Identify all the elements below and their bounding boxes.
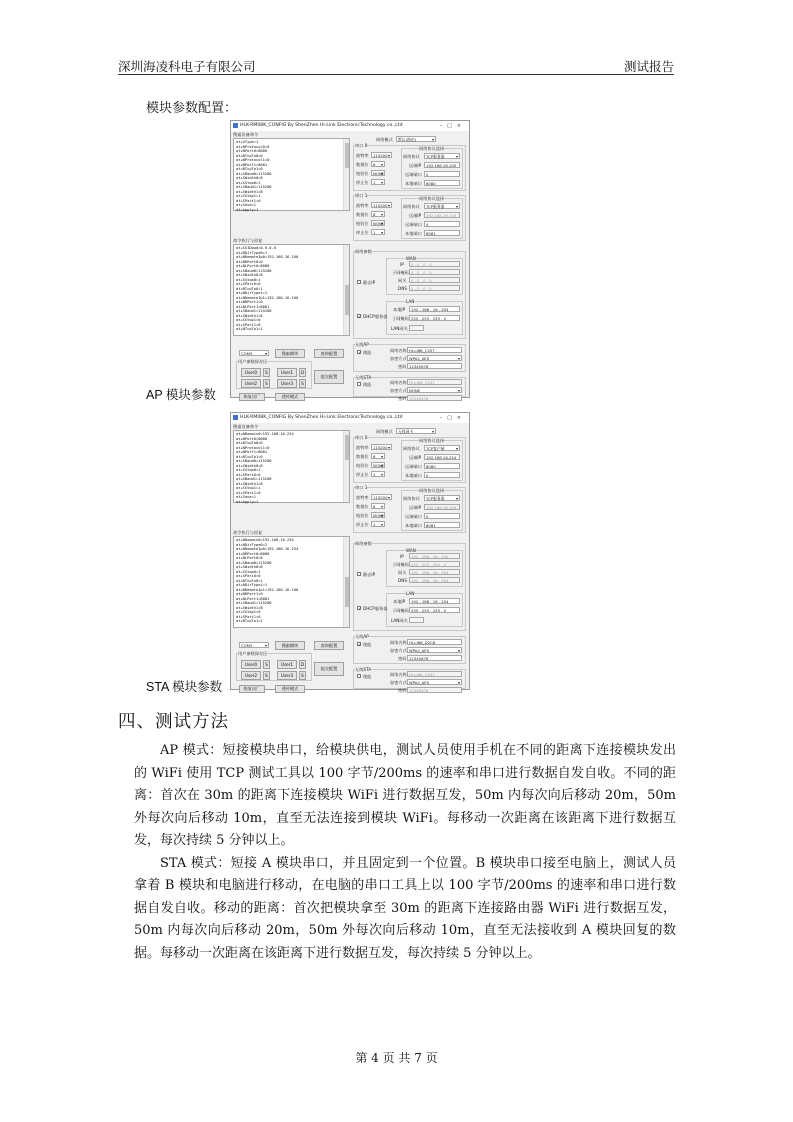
command-line: at+NTcpTo0=0	[236, 441, 263, 445]
user3-save-button[interactable]: S	[299, 379, 306, 388]
data-bits-label: 数据位	[356, 504, 369, 509]
enable-label: 使能	[363, 642, 372, 647]
sta-password-input[interactable]: 12345678	[407, 395, 462, 401]
ap-ssid-input[interactable]: HI-LINK_C257	[407, 347, 462, 353]
ap-password-input[interactable]: 12345678	[407, 655, 462, 661]
port0-data-bits-select[interactable]: 8 ▾	[371, 453, 385, 459]
port1-stop-bits-select[interactable]: 1 ▾	[371, 521, 385, 527]
command-line: at+SWidth0=8	[236, 463, 263, 468]
remote-ip-label: 远端IP	[409, 505, 422, 510]
port1-remote-port-input[interactable]: 0	[424, 221, 460, 227]
command-line: at+SWidth0=8	[236, 565, 263, 569]
ap-ssid-input[interactable]: HI-LINK_D2C8	[407, 639, 462, 645]
encryption-label: 加密方式	[390, 388, 407, 393]
port0-label: 串口 0	[355, 143, 368, 148]
protocol-label: 网络协议	[403, 204, 420, 209]
parity-label: 校验位	[356, 221, 369, 226]
command-line: at+NTcpTo1=0	[236, 167, 263, 171]
command-line: at+NDirType1=1	[236, 291, 268, 295]
wan-gateway-input[interactable]: 192 . 168 . 16 . 254	[409, 569, 460, 575]
port0-stop-bits-select[interactable]: 1 ▾	[371, 179, 385, 185]
wan-label: WAN	[406, 548, 416, 553]
command-line: at+NPort1=8081	[236, 162, 268, 167]
command-line: at+NRemoteIp1=192.168.16.100	[236, 295, 299, 300]
wan-gateway-label: 网关	[398, 570, 407, 575]
protocol-label: 网络协议	[403, 496, 420, 501]
command-line: at+NTcpTo0=1	[236, 286, 263, 291]
local-port-label: 本地端口	[405, 181, 422, 186]
command-line: at+SWidth1=8	[236, 605, 263, 610]
enable-label: 使能	[363, 350, 372, 355]
wifi-sta-label: 无线STA	[355, 375, 372, 380]
enable-label: 使能	[363, 674, 372, 679]
encryption-label: 加密方式	[390, 680, 407, 685]
network-params-label: 网络参数	[355, 249, 372, 254]
command-line: at+SPari0=0	[236, 574, 261, 578]
port1-remote-ip-input[interactable]: 192.168.16.100	[424, 212, 460, 218]
command-line: at+NRemoteIp1=192.168.16.100	[236, 587, 299, 592]
remote-port-label: 远端端口	[405, 514, 422, 519]
port1-local-port-input[interactable]: 8081	[424, 522, 460, 528]
command-line: at+SStop1=0	[236, 318, 261, 322]
wifi-ap-enable-checkbox[interactable]: ✓	[358, 642, 362, 647]
baud-label: 波特率	[356, 203, 369, 208]
port1-baud-select[interactable]: 115200 ▾	[371, 494, 392, 500]
data-bits-label: 数据位	[356, 212, 369, 217]
wan-dns-label: DNS	[398, 286, 408, 291]
command-line: at+SPari0=0	[236, 282, 261, 286]
stop-bits-label: 停止位	[356, 522, 369, 527]
command-list-label: 搜索设备命令	[233, 132, 259, 137]
ap-encryption-select[interactable]: WPA2_AES ▾	[407, 355, 462, 361]
wan-gateway-label: 网关	[398, 278, 407, 283]
command-line: at+Apply=1	[236, 499, 259, 504]
user1-default-button[interactable]: D	[300, 370, 305, 375]
document-title: 测试报告	[623, 59, 674, 74]
data-bits-label: 数据位	[356, 454, 369, 459]
lan-mask-label: 子网掩码	[392, 316, 409, 321]
command-line: at+SPari1=0	[236, 198, 261, 203]
submit-config-button[interactable]: 提交配置	[314, 370, 344, 384]
static-ip-label: 静态IP	[363, 280, 376, 285]
query-config-button[interactable]: 查询配置	[314, 349, 344, 358]
port0-baud-select[interactable]: 115200 ▾	[371, 444, 392, 450]
exec-reply-label: 命令执行与回复	[233, 530, 263, 535]
command-line: at+NLPort1=8081	[236, 304, 270, 309]
user1-button[interactable]: User1	[277, 368, 297, 377]
user0-save-button[interactable]: S	[263, 660, 270, 669]
wifi-sta-label: 无线STA	[355, 667, 372, 672]
section-heading: 四、测试方法	[118, 712, 229, 732]
port1-local-port-input[interactable]: 8081	[424, 230, 460, 236]
data-bits-label: 数据位	[356, 162, 369, 167]
lan-mask-label: 子网掩码	[392, 608, 409, 613]
command-line: at+SSIDpwd=0.0.0.0	[236, 246, 276, 250]
remote-port-label: 远端端口	[405, 222, 422, 227]
lan-gateway-input[interactable]	[409, 617, 424, 623]
command-line: at+SStop0=1	[236, 468, 261, 472]
command-line: at+NRPort1=0	[236, 592, 263, 596]
command-line: at+SWidth1=8	[236, 481, 263, 486]
ap-encryption-select[interactable]: WPA2_AES ▾	[407, 647, 462, 653]
command-line: at+SStop1=1	[236, 486, 261, 490]
command-line: at+SBaud0=115200	[236, 459, 272, 463]
network-mode-label: 网络模式	[376, 137, 393, 142]
dhcp-label: DHCP服务器	[363, 606, 388, 611]
command-line: at+SStop1=1	[236, 194, 261, 198]
exec-reply-label: 命令执行与回复	[233, 238, 263, 243]
network-mode-label: 网络模式	[376, 429, 393, 434]
command-line: at+SPari1=0	[236, 614, 261, 619]
command-line: at+SStop0=1	[236, 180, 261, 185]
command-line: at+NRemoteIp0=192.168.16.100	[236, 255, 299, 259]
window-titlebar	[231, 413, 469, 423]
command-line: at+SBaud1=115200	[236, 601, 272, 605]
port1-stop-bits-select[interactable]: 1 ▾	[371, 229, 385, 235]
query-config-button[interactable]: 查询配置	[314, 641, 344, 650]
search-module-button[interactable]: 搜索模块	[275, 349, 305, 358]
ssid-label: 网络名称	[390, 640, 407, 645]
user3-button[interactable]: User3	[277, 671, 297, 680]
network-params-label: 网络参数	[355, 541, 372, 546]
port0-label: 串口 0	[355, 435, 368, 440]
command-line: at+SBaud0=115200	[236, 171, 272, 176]
port0-local-port-input[interactable]: 8080	[424, 180, 460, 186]
page-number: 第 4 页 共 7 页	[355, 1051, 438, 1065]
remote-ip-label: 远端IP	[409, 163, 422, 168]
user-store-label: 用户参数保存区	[238, 359, 268, 364]
command-line: at+NDomain0=192.168.16.254	[236, 538, 294, 542]
app-icon	[233, 123, 238, 128]
port0-remote-port-input[interactable]: 0	[424, 171, 460, 177]
wan-mask-label: 子网掩码	[392, 562, 409, 567]
command-line: at+NRPort0=8080	[236, 551, 270, 556]
protocol-group-label: 网络协议选择	[419, 488, 445, 493]
wan-dns-input[interactable]: 0 . 0 . 0 . 0	[409, 285, 460, 291]
port1-remote-ip-input[interactable]: 192.168.16.100	[424, 504, 460, 510]
user2-button[interactable]: User2	[241, 671, 261, 680]
baud-label: 波特率	[356, 445, 369, 450]
dhcp-checkbox[interactable]: ✓	[358, 606, 362, 611]
wan-ip-input[interactable]: 0 . 0 . 0 . 0	[409, 261, 460, 267]
password-label: 密码	[398, 396, 407, 401]
network-mode-select[interactable]: 无线网卡 ▾	[396, 428, 436, 434]
password-label: 密码	[398, 656, 407, 661]
wan-gateway-input[interactable]: 0 . 0 . 0 . 0	[409, 277, 460, 283]
lan-gateway-label: LAN网关	[391, 618, 408, 623]
ap-config-window	[230, 120, 470, 401]
command-list-label: 搜索设备命令	[233, 424, 259, 429]
window-title: HLK-RM08K_CONFIG By ShenZhen Hi-Link ElectronicTechnology co.,Ltd	[240, 415, 403, 420]
sta-encryption-select[interactable]: NONE ▾	[407, 387, 462, 393]
command-line: at+NProtocol0=0	[236, 144, 270, 149]
lan-ip-input[interactable]: 192 . 168 . 16 . 254	[409, 598, 460, 604]
port0-stop-bits-select[interactable]: 1 ▾	[371, 471, 385, 477]
port1-protocol-select[interactable]: TCP服务器 ▾	[424, 495, 460, 501]
protocol-group-label: 网络协议选择	[419, 196, 445, 201]
dhcp-label: DHCP服务器	[363, 314, 388, 319]
command-line: at+SStop0=1	[236, 277, 261, 282]
command-line: at+NRPort1=0	[236, 300, 263, 304]
user0-button[interactable]: User0	[241, 368, 261, 377]
port0-parity-select[interactable]: NONE ▾	[371, 170, 385, 176]
port0-remote-port-input[interactable]: 8080	[424, 463, 460, 469]
sta-mode-paragraph: STA 模式：短接 A 模块串口，并且固定到一个位置。B 模块串口接至电脑上，测试人员拿着 B 模块和电脑进行移动，在电脑的串口工具上以 100 字节/200ms 的速率和串口进行数据自发自收。移动的距离：首次把模块拿至 30m 的距离下连接路由器 WiFi 进行数据互发，50m 内每次向后移动 20m，50m 外每次向后移动 10m，直至无法接收到 A 模块回复的数据。每移动一次距离在该距离下进行数据互发，每次持续 5 分钟以上。	[134, 855, 676, 961]
port0-protocol-select[interactable]: TCP服务器 ▾	[424, 153, 460, 159]
local-port-label: 本地端口	[405, 473, 422, 478]
command-line: at+NTcpTo0=0	[236, 153, 263, 158]
scrollbar[interactable]	[343, 431, 349, 502]
command-line: at+NLPort0=0	[236, 556, 263, 560]
parity-label: 校验位	[356, 171, 369, 176]
sta-ssid-input[interactable]: HI-LINK_C257	[407, 671, 462, 677]
port1-remote-port-input[interactable]: 0	[424, 513, 460, 519]
user3-button[interactable]: User3	[277, 379, 297, 388]
stop-bits-label: 停止位	[356, 180, 369, 185]
port1-protocol-select[interactable]: TCP服务器 ▾	[424, 203, 460, 209]
command-line: at+SWidth0=8	[236, 176, 263, 180]
ap-caption: AP 模块参数	[146, 388, 216, 402]
user2-save-button[interactable]: S	[263, 671, 270, 680]
wan-dns-input[interactable]: 192 . 168 . 16 . 254	[409, 577, 460, 583]
local-port-label: 本地端口	[405, 523, 422, 528]
search-module-button[interactable]: 搜索模块	[275, 641, 305, 650]
password-label: 密码	[398, 364, 407, 369]
scrollbar[interactable]	[343, 139, 349, 210]
command-line: at+NPort0=8080	[236, 149, 268, 153]
local-port-label: 本地端口	[405, 231, 422, 236]
lan-label: LAN	[406, 591, 415, 596]
dhcp-checkbox[interactable]: ✓	[358, 314, 362, 319]
command-line: at+Save=1	[236, 203, 256, 207]
user2-button[interactable]: User2	[241, 379, 261, 388]
command-line: at+NPort0=8080	[236, 436, 268, 441]
sta-encryption-select[interactable]: WPA2_AES ▾	[407, 679, 462, 685]
local-ip-label: 本地IP	[393, 599, 406, 604]
lan-ip-input[interactable]: 192 . 168 . 16 . 254	[409, 306, 460, 312]
port1-parity-select[interactable]: NONE ▾	[371, 512, 385, 518]
user2-save-button[interactable]: S	[263, 379, 270, 388]
static-ip-label: 静态IP	[363, 572, 376, 577]
command-line: at+NTcpTo1=0	[236, 454, 263, 459]
section-title: 模块参数配置：	[146, 101, 238, 116]
window-titlebar	[231, 121, 469, 131]
remote-ip-label: 远端IP	[409, 213, 422, 218]
command-line: at+NDirType0=2	[236, 542, 268, 547]
command-line: at+SWidth1=8	[236, 189, 263, 194]
command-line: at+SBaud1=115200	[236, 309, 272, 313]
static-ip-checkbox[interactable]	[357, 280, 361, 284]
ssid-label: 网络名称	[390, 348, 407, 353]
window-controls-icon[interactable]: –□×	[439, 415, 466, 421]
command-line: at+SPari0=0	[236, 472, 261, 477]
factory-reset-button[interactable]: 恢复出厂	[239, 685, 265, 693]
command-line: at+NTcpTo1=1	[236, 619, 263, 623]
wifi-sta-enable-checkbox[interactable]	[357, 382, 361, 386]
command-line: at+NProtocol1=0	[236, 158, 270, 162]
command-line: at+NRPort0=0	[236, 259, 263, 264]
command-line: at+NRemoteIp0=192.168.16.254	[236, 547, 299, 551]
remote-port-label: 远端端口	[405, 172, 422, 177]
window-controls-icon[interactable]: –□×	[439, 123, 466, 129]
command-line: at+SPari1=0	[236, 490, 261, 495]
port1-label: 串口 1	[355, 193, 368, 198]
app-icon	[233, 415, 238, 420]
command-line: at+NTcpTo1=1	[236, 327, 263, 331]
port1-label: 串口 1	[355, 485, 368, 490]
lan-mask-input[interactable]: 255 . 255 . 255 . 0	[409, 315, 460, 321]
remote-ip-label: 远端IP	[409, 455, 422, 460]
passthrough-mode-button[interactable]: 透传模式	[275, 393, 305, 401]
lan-gateway-label: LAN网关	[391, 326, 408, 331]
protocol-group-label: 网络协议选择	[419, 146, 445, 151]
command-list[interactable]	[233, 430, 350, 503]
command-line: at+NTcpTo0=1	[236, 578, 263, 583]
com-port-select[interactable]: COM3 ▾	[239, 642, 269, 648]
protocol-label: 网络协议	[403, 154, 420, 159]
window-title: HLK-RM08K_CONFIG By ShenZhen Hi-Link ElectronicTechnology co.,Ltd	[240, 123, 403, 128]
wifi-ap-label: 无线AP	[355, 342, 369, 347]
command-line: at+NPort1=8081	[236, 450, 268, 454]
protocol-group-label: 网络协议选择	[419, 438, 445, 443]
scrollbar[interactable]	[343, 537, 349, 627]
command-line: at+UType=1	[236, 140, 259, 144]
port0-data-bits-select[interactable]: 8 ▾	[371, 161, 385, 167]
baud-label: 波特率	[356, 153, 369, 158]
ssid-label: 网络名称	[390, 672, 407, 677]
user0-button[interactable]: User0	[241, 660, 261, 669]
user1-default-button[interactable]: D	[300, 662, 305, 667]
ap-mode-paragraph: AP 模式：短接模块串口，给模块供电，测试人员使用手机在不同的距离下连接模块发出的 WiFi 使用 TCP 测试工具以 100 字节/200ms 的速率和串口进行数据自发自收。不同的距离：首次在 30m 的距离下连接模块 WiFi 进行数据互发，50m 内每次向后移动 20m，50m 外每次向后移动 10m，直至无法连接到模块 WiFi。每移动一次距离在该距离下进行数据互发，每次持续 5 分钟以上。	[134, 743, 676, 848]
parity-label: 校验位	[356, 513, 369, 518]
exec-reply-list[interactable]	[233, 536, 350, 628]
enable-label: 使能	[363, 382, 372, 387]
lan-gateway-input[interactable]	[409, 325, 424, 331]
wan-ip-label: IP	[400, 554, 404, 559]
wan-label: WAN	[406, 256, 416, 261]
command-line: at+SBaud1=115200	[236, 477, 272, 481]
command-line: at+NLPort1=8081	[236, 596, 270, 601]
command-line: at+NDirType1=1	[236, 583, 268, 587]
command-line: at+NDomain0=192.168.16.254	[236, 432, 294, 436]
sta-password-input[interactable]: 12345678	[407, 687, 462, 693]
local-ip-label: 本地IP	[393, 307, 406, 312]
command-line: at+SBaud0=115200	[236, 560, 272, 565]
command-list[interactable]	[233, 138, 350, 211]
wan-ip-input[interactable]: 192 . 168 . 16 . 100	[409, 553, 460, 559]
remote-port-label: 远端端口	[405, 464, 422, 469]
passthrough-mode-button[interactable]: 透传模式	[275, 685, 305, 693]
command-line: at+SWidth1=8	[236, 313, 263, 318]
port0-parity-select[interactable]: NONE ▾	[371, 462, 385, 468]
port1-data-bits-select[interactable]: 8 ▾	[371, 211, 385, 217]
user-store-label: 用户参数保存区	[238, 651, 268, 656]
wifi-sta-enable-checkbox[interactable]	[357, 674, 361, 678]
exec-reply-list[interactable]	[233, 244, 350, 336]
test-method-text	[134, 740, 676, 965]
company-name: 深圳海凌科电子有限公司	[118, 59, 256, 74]
factory-reset-button[interactable]: 恢复出厂	[239, 393, 265, 401]
network-mode-select[interactable]: 默认(路由) ▾	[396, 136, 436, 142]
port0-remote-ip-input[interactable]: 192.168.16.100	[424, 162, 460, 168]
password-label: 密码	[398, 688, 407, 693]
stop-bits-label: 停止位	[356, 472, 369, 477]
wan-mask-input[interactable]: 255 . 255 . 255 . 0	[409, 561, 460, 567]
parity-label: 校验位	[356, 463, 369, 468]
lan-mask-input[interactable]: 255 . 255 . 255 . 0	[409, 607, 460, 613]
user3-save-button[interactable]: S	[299, 671, 306, 680]
wan-ip-label: IP	[400, 262, 404, 267]
static-ip-checkbox[interactable]	[357, 572, 361, 576]
command-line: at+Apply=1	[236, 207, 259, 212]
command-line: at+NLPort0=8080	[236, 264, 270, 268]
ap-password-input[interactable]: 12345678	[407, 363, 462, 369]
port0-local-port-input[interactable]: 0	[424, 472, 460, 478]
command-line: at+NDirType0=1	[236, 250, 268, 255]
sta-config-window	[230, 412, 470, 693]
wan-mask-input[interactable]: 0 . 0 . 0 . 0	[409, 269, 460, 275]
protocol-label: 网络协议	[403, 446, 420, 451]
port0-protocol-select[interactable]: TCP客户端 ▾	[424, 445, 460, 451]
scrollbar[interactable]	[343, 245, 349, 335]
encryption-label: 加密方式	[390, 648, 407, 653]
com-port-select[interactable]: COM3 ▾	[239, 350, 269, 356]
port1-data-bits-select[interactable]: 8 ▾	[371, 503, 385, 509]
wan-mask-label: 子网掩码	[392, 270, 409, 275]
command-line: at+SWidth0=8	[236, 273, 263, 277]
stop-bits-label: 停止位	[356, 230, 369, 235]
wifi-ap-enable-checkbox[interactable]: ✓	[358, 350, 362, 355]
user1-button[interactable]: User1	[277, 660, 297, 669]
command-line: at+SBaud0=115200	[236, 268, 272, 273]
command-line: at+SBaud1=115200	[236, 185, 272, 189]
wifi-ap-label: 无线AP	[355, 634, 369, 639]
command-line: at+SStop1=0	[236, 610, 261, 614]
page-header	[118, 55, 674, 75]
port1-parity-select[interactable]: NONE ▾	[371, 220, 385, 226]
user0-save-button[interactable]: S	[263, 368, 270, 377]
baud-label: 波特率	[356, 495, 369, 500]
sta-caption: STA 模块参数	[146, 680, 223, 694]
submit-config-button[interactable]: 提交配置	[314, 662, 344, 676]
lan-label: LAN	[406, 299, 415, 304]
ssid-label: 网络名称	[390, 380, 407, 385]
encryption-label: 加密方式	[390, 356, 407, 361]
port0-remote-ip-input[interactable]: 192.168.16.254	[424, 454, 460, 460]
command-line: at+NProtocol1=0	[236, 445, 270, 450]
port0-baud-select[interactable]: 115200 ▾	[371, 152, 392, 158]
command-line: at+Save=1	[236, 495, 256, 499]
wan-dns-label: DNS	[398, 578, 408, 583]
port1-baud-select[interactable]: 115200 ▾	[371, 202, 392, 208]
sta-ssid-input[interactable]: HI-LINK_C257	[407, 379, 462, 385]
command-line: at+SPari1=0	[236, 322, 261, 327]
command-line: at+SStop0=1	[236, 569, 261, 574]
